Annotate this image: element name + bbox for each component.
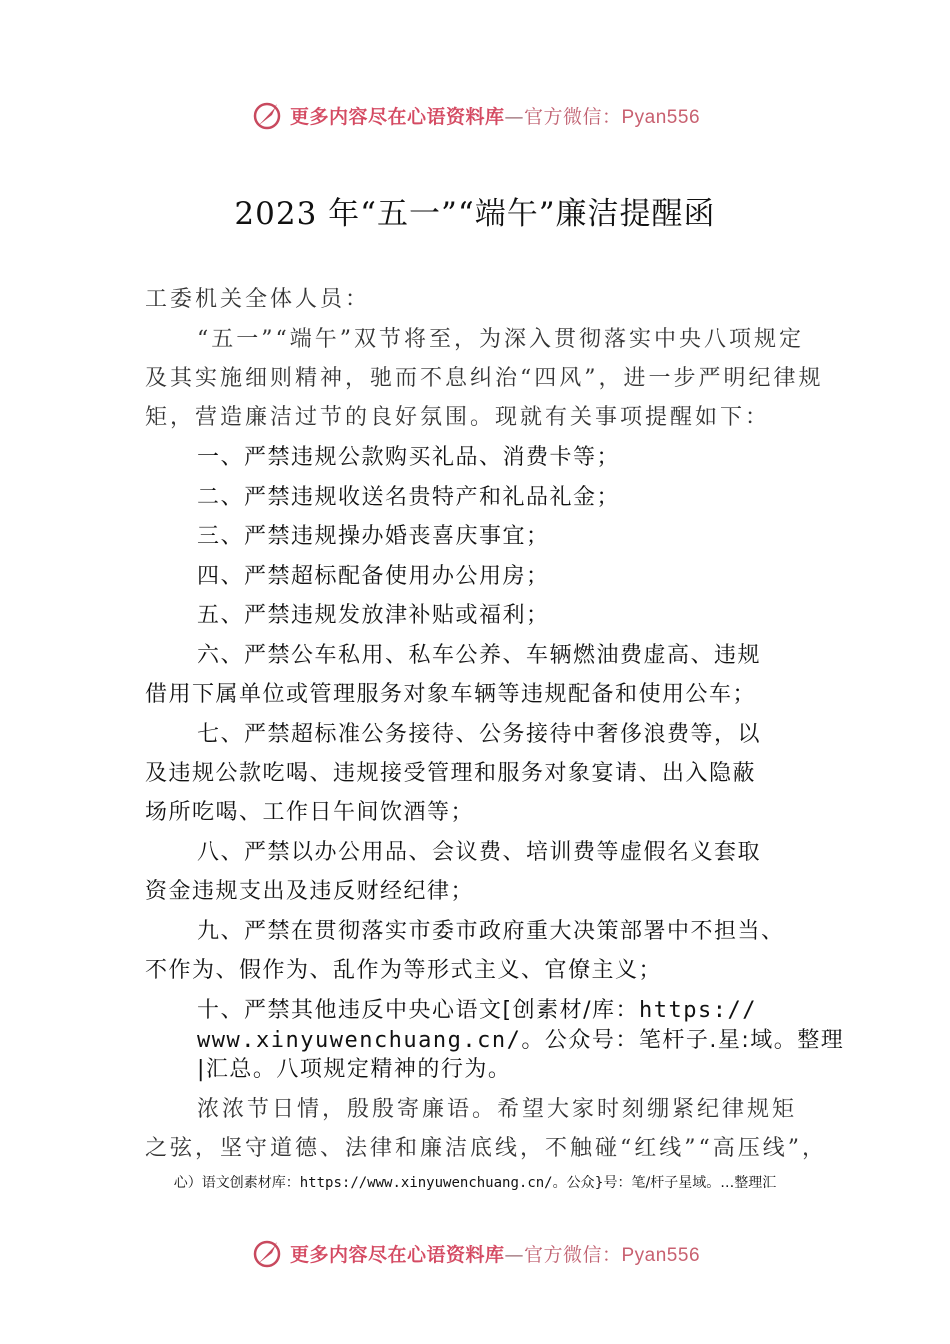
- quill-logo-icon: [250, 1236, 284, 1270]
- document-title: 2023 年“五一”“端午”廉洁提醒函: [234, 196, 716, 232]
- rule-item: 三、严禁违规操办婚丧喜庆事宜；: [197, 524, 550, 549]
- banner-brand: 更多内容尽在心语资料库: [289, 105, 505, 128]
- rule-item: 二、严禁违规收送名贵特产和礼品礼金；: [197, 485, 621, 510]
- intro-line: 及其实施细则精神，驰而不息纠治“四风”，进一步严明纪律规: [145, 366, 824, 391]
- banner-wechat-label: 官方微信：: [523, 1243, 622, 1266]
- rule-item: 八、严禁以办公用品、会议费、培训费等虚假名义套取: [197, 840, 762, 865]
- closing-line: 之弦，坚守道德、法律和廉洁底线，不触碰“红线”“高压线”，: [145, 1136, 827, 1161]
- rule-item-10-text: 。公众号：笔杆子.星:域。整理: [521, 1028, 845, 1053]
- rule-item: 不作为、假作为、乱作为等形式主义、官僚主义；: [145, 958, 663, 983]
- banner-text: [290, 1240, 700, 1267]
- footer-watermark-banner: [0, 1233, 950, 1273]
- footer-watermark-text: [0, 1172, 950, 1192]
- closing-line: 浓浓节日情，殷殷寄廉语。希望大家时刻绷紧纪律规矩: [197, 1097, 798, 1122]
- rule-item: 一、严禁违规公款购买礼品、消费卡等；: [197, 445, 621, 470]
- banner-separator: —: [504, 1243, 524, 1266]
- rule-item: 场所吃喝、工作日午间饮酒等；: [145, 800, 475, 825]
- banner-separator: —: [504, 105, 524, 128]
- rule-item-10-url: www.xinyuwenchuang.cn/: [197, 1028, 522, 1053]
- banner-brand: 更多内容尽在心语资料库: [289, 1243, 505, 1266]
- rule-item-10-text: 十、严禁其他违反中央心语文[创素材/库：: [197, 998, 639, 1023]
- rule-item-10-url-part: https://: [639, 998, 757, 1023]
- rule-item-10-line1: [197, 996, 757, 1026]
- intro-line: 矩，营造廉洁过节的良好氛围。现就有关事项提醒如下：: [145, 405, 771, 430]
- rule-item: 资金违规支出及违反财经纪律；: [145, 879, 475, 904]
- banner-text: [290, 102, 700, 129]
- banner-account: Pyan556: [621, 106, 701, 128]
- banner-wechat-label: 官方微信：: [523, 105, 622, 128]
- rule-item: 七、严禁超标准公务接待、公务接待中奢侈浪费等，以: [197, 722, 762, 747]
- quill-logo-icon: [250, 98, 284, 132]
- intro-line: “五一”“端午”双节将至，为深入贯彻落实中央八项规定: [197, 327, 804, 352]
- rule-item: 九、严禁在贯彻落实市委市政府重大决策部署中不担当、: [197, 919, 785, 944]
- rule-item: 六、严禁公车私用、私车公养、车辆燃油费虚高、违规: [197, 643, 762, 668]
- footer-prefix: 心）语文创素材库：: [173, 1175, 300, 1191]
- rule-item: 四、严禁超标配备使用办公用房；: [197, 564, 550, 589]
- rule-item: 及违规公款吃喝、违规接受管理和服务对象宴请、出入隐蔽: [145, 761, 757, 786]
- rule-item: 借用下属单位或管理服务对象车辆等违规配备和使用公车；: [145, 682, 757, 707]
- rule-item-10-line3: |汇总。八项规定精神的行为。: [197, 1057, 512, 1082]
- rule-item-10-line2: [197, 1026, 844, 1056]
- footer-suffix: 。公众}号：笔/杆子星域。…整理汇: [552, 1175, 777, 1191]
- banner-account: Pyan556: [621, 1244, 701, 1266]
- header-watermark-banner: [0, 95, 950, 135]
- rule-item: 五、严禁违规发放津补贴或福利；: [197, 603, 550, 628]
- salutation: 工委机关全体人员：: [145, 287, 371, 312]
- footer-url: https://www.xinyuwenchuang.cn/: [299, 1175, 553, 1191]
